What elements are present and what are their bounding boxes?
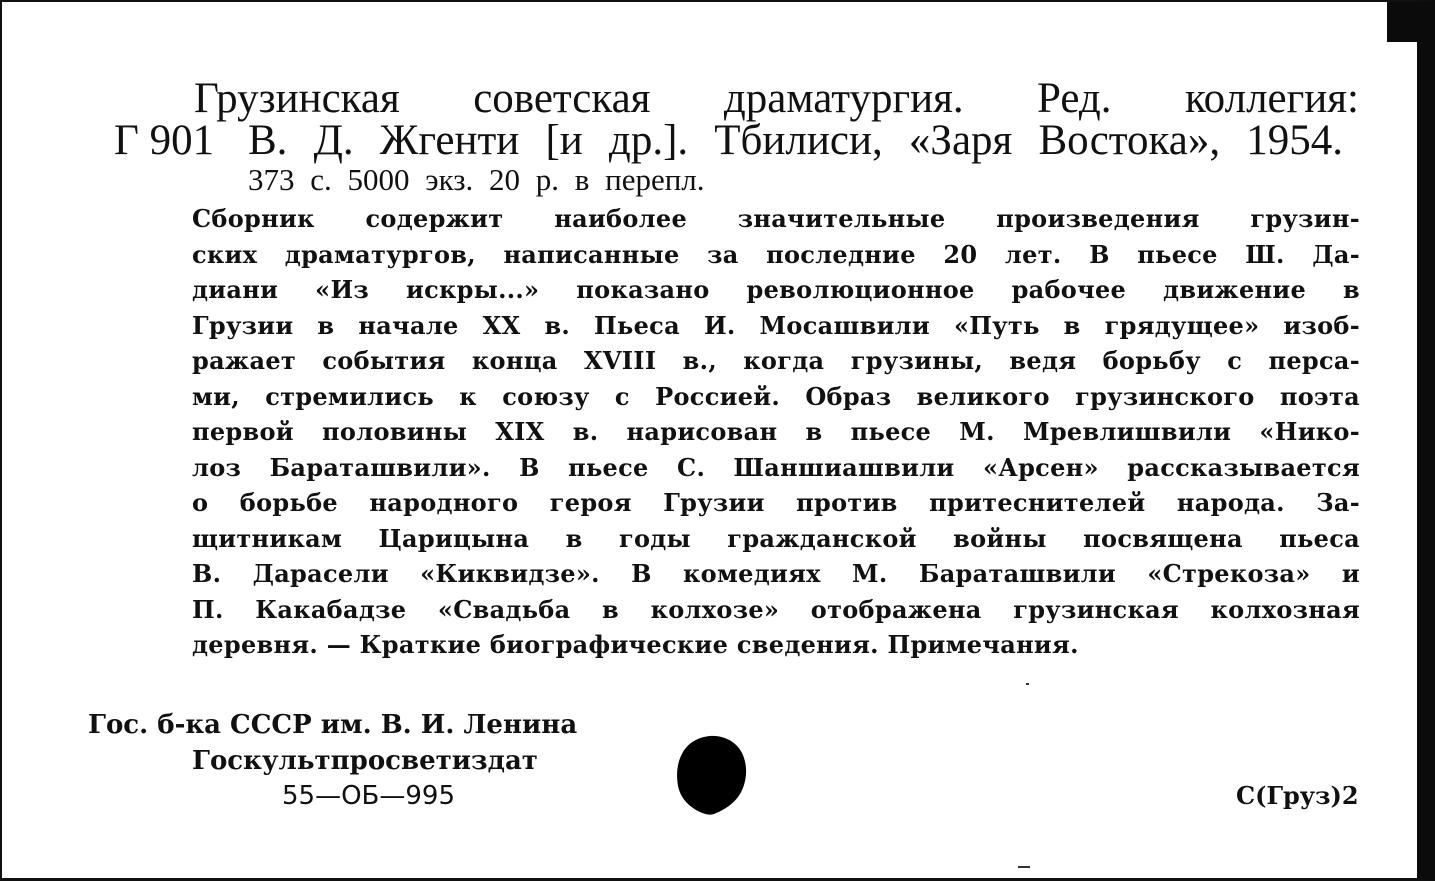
annotation-line: диани «Из искры...» показано революционное рабочее движение в bbox=[192, 275, 1360, 304]
annotation-line: деревня. — Краткие биографические сведения. Примечания. bbox=[192, 630, 1079, 659]
annotation-line: П. Какабадзе «Свадьба в колхозе» отображена грузинская колхозная bbox=[192, 594, 1360, 624]
card-heading-line-1: Грузинская советская драматургия. Ред. коллегия: bbox=[194, 75, 1359, 122]
annotation-line: ских драматургов, написанные за последние 20 лет. В пьесе Ш. Да- bbox=[192, 239, 1360, 269]
annotation-text bbox=[192, 201, 1360, 663]
order-number: 55—ОБ—995 bbox=[282, 781, 456, 811]
card-heading-line-2: В. Д. Жгенти [и др.]. Тбилиси, «Заря Востока», 1954. bbox=[248, 117, 1343, 164]
annotation-line: о борьбе народного героя Грузии против притеснителей народа. За- bbox=[192, 488, 1360, 517]
classification-mark: С(Груз)2 bbox=[1236, 781, 1359, 810]
annotation-line: Сборник содержит наиболее значительные произведения грузин- bbox=[192, 204, 1360, 233]
annotation-line: щитникам Царицына в годы гражданской войны посвящена пьеса bbox=[192, 523, 1360, 553]
annotation-line: ми, стремились к союзу с Россией. Образ великого грузинского поэта bbox=[192, 381, 1360, 411]
annotation-line: первой половины XIX в. нарисован в пьесе М. Мревлишвили «Нико- bbox=[192, 417, 1360, 446]
annotation-line: В. Дарасели «Киквидзе». В комедиях М. Бараташвили «Стрекоза» и bbox=[192, 559, 1360, 588]
annotation-line: Грузии в начале XX в. Пьеса И. Мосашвили «Путь в грядущее» изоб- bbox=[192, 310, 1360, 340]
card-edge-mark bbox=[1387, 2, 1417, 42]
annotation-line: ражает события конца XVIII в., когда грузины, ведя борьбу с перса- bbox=[192, 346, 1360, 375]
call-number: Г 901 bbox=[114, 117, 215, 164]
punch-hole-icon bbox=[674, 734, 749, 816]
publisher-name: Госкультпросветиздат bbox=[192, 746, 538, 776]
paper-speck bbox=[1026, 683, 1029, 685]
imprint-details: 373 с. 5000 экз. 20 р. в перепл. bbox=[248, 162, 705, 197]
paper-speck bbox=[1018, 866, 1030, 868]
library-name: Гос. б-ка СССР им. В. И. Ленина bbox=[88, 710, 578, 740]
annotation-line: лоз Бараташвили». В пьесе С. Шаншиашвили «Арсен» рассказывается bbox=[192, 452, 1360, 482]
